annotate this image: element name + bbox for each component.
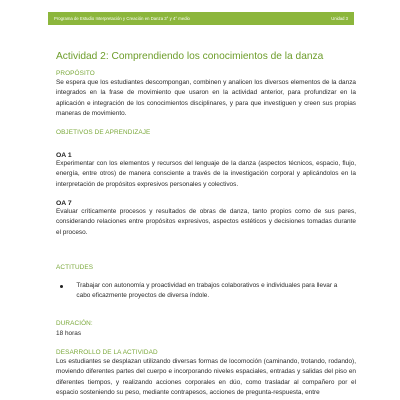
development-heading: DESARROLLO DE LA ACTIVIDAD	[56, 349, 158, 356]
document-title: Actividad 2: Comprendiendo los conocimientos de la danza	[56, 51, 324, 62]
objective-text: Experimentar con los elementos y recursos del lenguaje de la danza (aspectos técnicos, espacio, flujo, energía, entre otros) de manera consciente a través de la investigación corporal y aplicándolos en la interpretación de propósitos expresivos personales y colectivos.	[56, 160, 356, 188]
attitudes-heading: ACTITUDES	[56, 264, 94, 271]
objectives-heading: OBJETIVOS DE APRENDIZAJE	[56, 129, 151, 136]
duration-heading: DURACIÓN:	[56, 320, 93, 327]
attitude-text: Trabajar con autonomía y proactividad en trabajos colaborativos e individuales para llevar a cabo eficazmente proyectos de diversa índole.	[76, 282, 338, 299]
unit-label: Unidad 3	[331, 16, 348, 21]
header-bar	[48, 12, 354, 25]
purpose-text: Se espera que los estudiantes descompongan, combinen y analicen los diversos elementos de la danza integrados en la frase de movimiento que usaron en la actividad anterior, para profundizar en la aplicación e integración de los conocimientos disciplinares, y para que investiguen y creen sus propias maneras de movimiento.	[56, 79, 356, 118]
program-title: Programa de Estudio Interpretación y Creación en Danza 3° y 4° medio	[54, 16, 190, 21]
page-header	[0, 0, 400, 40]
objective-code: OA 7	[56, 200, 72, 207]
objective-code: OA 1	[56, 152, 72, 159]
development-text: Los estudiantes se desplazan utilizando diversas formas de locomoción (caminando, trotando, rodando), moviendo diferentes partes del cuerpo e incorporando niveles espaciales, entradas y salidas del piso en diferentes tiempos, y realizando acciones corporales en dúo, como trasladar al compañero por el espacio sosteniendo su peso, mediante contrapesos, acciones de pregunta-respuesta, entre	[56, 358, 356, 397]
bullet-icon	[60, 285, 63, 288]
objective-text: Evaluar críticamente procesos y resultados de obras de danza, tanto propios como de sus pares, considerando relaciones entre propósitos expresivos, aspectos estéticos y decisiones tomadas durante el proceso.	[56, 208, 356, 236]
duration-value: 18 horas	[56, 330, 82, 337]
purpose-heading: PROPÓSITO	[56, 70, 95, 77]
list-item	[56, 281, 356, 301]
